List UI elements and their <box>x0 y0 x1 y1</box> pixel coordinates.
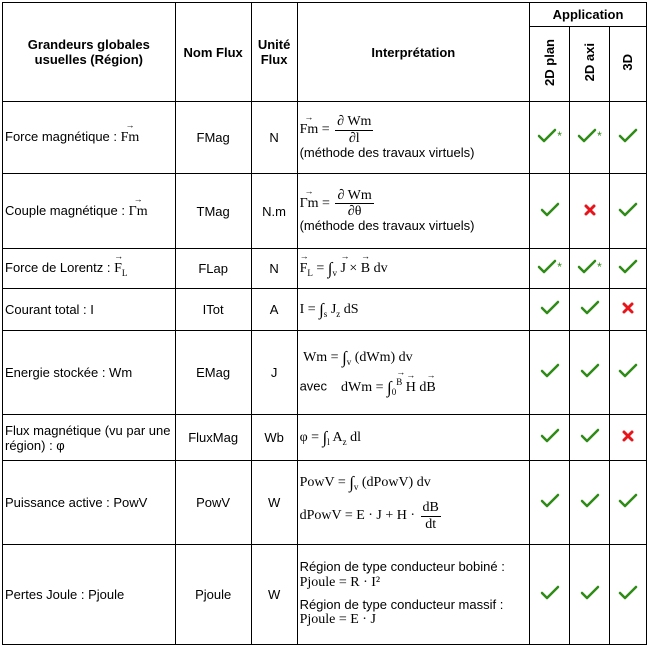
app-2d-axi-cell <box>570 461 610 545</box>
interpretation-cell: PowV = $\int_v$ (dPowV) dv dPowV = E · J + H · $\frac{dB}{dt}$ <box>297 461 530 545</box>
quantity-cell: Force de Lorentz : → $F_L$ <box>3 249 176 289</box>
flux-cell: FLap <box>175 249 251 289</box>
asterisk-icon: * <box>597 129 602 143</box>
app-2d-plan-cell <box>530 331 570 415</box>
flux-cell: FluxMag <box>175 415 251 461</box>
asterisk-icon: * <box>557 260 562 274</box>
app-3d-cell <box>609 415 646 461</box>
check-icon <box>577 128 597 144</box>
check-icon <box>618 363 638 379</box>
unit-cell: J <box>251 331 297 415</box>
check-icon <box>540 363 560 379</box>
app-3d-cell <box>609 102 646 174</box>
check-icon <box>580 363 600 379</box>
table-row <box>3 174 647 249</box>
app-2d-plan-cell <box>530 461 570 545</box>
header-quantity: Grandeurs globales usuelles (Région) <box>3 3 176 102</box>
app-3d-cell <box>609 331 646 415</box>
app-2d-axi-cell <box>570 331 610 415</box>
quantity-cell: Pertes Joule : Pjoule <box>3 545 176 645</box>
app-2d-plan-cell <box>530 415 570 461</box>
table-row <box>3 331 647 415</box>
app-2d-axi-cell <box>570 249 610 289</box>
check-icon <box>540 202 560 218</box>
check-icon <box>580 493 600 509</box>
table-row <box>3 461 647 545</box>
app-3d-cell <box>609 249 646 289</box>
app-3d-cell <box>609 174 646 249</box>
app-3d-cell <box>609 461 646 545</box>
asterisk-icon: * <box>557 129 562 143</box>
table-row <box>3 545 647 645</box>
app-2d-plan-cell <box>530 545 570 645</box>
cross-icon <box>580 202 600 218</box>
quantity-cell: Force magnétique : → Fm <box>3 102 176 174</box>
check-icon <box>540 493 560 509</box>
cross-icon <box>618 428 638 444</box>
flux-table <box>2 2 647 645</box>
interpretation-cell: → Fm = $\frac{\partial Wm}{\partial l}$ (méthode des travaux virtuels) <box>297 102 530 174</box>
flux-cell: PowV <box>175 461 251 545</box>
check-icon <box>540 428 560 444</box>
interpretation-cell: → $F_L = \int_v \to J$ × → B dv <box>297 249 530 289</box>
header-flux-name: Nom Flux <box>175 3 251 102</box>
header-application: Application <box>530 3 647 27</box>
interpretation-cell: → Γm = $\frac{\partial Wm}{\partial\theta}$ (méthode des travaux virtuels) <box>297 174 530 249</box>
header-unit: Unité Flux <box>251 3 297 102</box>
unit-cell: A <box>251 289 297 331</box>
quantity-cell: Couple magnétique : → Γm <box>3 174 176 249</box>
quantity-cell: Puissance active : PowV <box>3 461 176 545</box>
check-icon <box>537 259 557 275</box>
app-2d-plan-cell <box>530 289 570 331</box>
check-icon <box>580 585 600 601</box>
check-icon <box>580 300 600 316</box>
check-icon <box>618 128 638 144</box>
table-row <box>3 249 647 289</box>
header-app-2d-plan: 2D plan <box>530 27 570 102</box>
unit-cell: N <box>251 102 297 174</box>
app-2d-axi-cell <box>570 415 610 461</box>
check-icon <box>580 428 600 444</box>
flux-cell: FMag <box>175 102 251 174</box>
app-2d-axi-cell <box>570 545 610 645</box>
header-app-3d: 3D <box>609 27 646 102</box>
flux-cell: TMag <box>175 174 251 249</box>
app-2d-axi-cell <box>570 289 610 331</box>
check-icon <box>618 493 638 509</box>
app-2d-plan-cell <box>530 102 570 174</box>
unit-cell: W <box>251 461 297 545</box>
check-icon <box>540 585 560 601</box>
flux-cell: Pjoule <box>175 545 251 645</box>
interpretation-cell: $I = \int_s$ $J_z$ dS <box>297 289 530 331</box>
unit-cell: W <box>251 545 297 645</box>
app-2d-axi-cell <box>570 102 610 174</box>
app-2d-axi-cell <box>570 174 610 249</box>
unit-cell: Wb <box>251 415 297 461</box>
asterisk-icon: * <box>597 260 602 274</box>
table-row <box>3 289 647 331</box>
header-app-2d-axi: 2D axi <box>570 27 610 102</box>
app-3d-cell <box>609 545 646 645</box>
table-row <box>3 102 647 174</box>
quantity-cell: Energie stockée : Wm <box>3 331 176 415</box>
quantity-cell: Flux magnétique (vu par une région) : φ <box>3 415 176 461</box>
app-3d-cell <box>609 289 646 331</box>
interpretation-cell: $\varphi = \int_l$ $A_z$ dl <box>297 415 530 461</box>
check-icon <box>618 259 638 275</box>
unit-cell: N.m <box>251 174 297 249</box>
table-row <box>3 415 647 461</box>
check-icon <box>577 259 597 275</box>
check-icon <box>618 585 638 601</box>
cross-icon <box>618 300 638 316</box>
interpretation-cell: Région de type conducteur bobiné : Pjoule = R · I² Région de type conducteur massif : Pjoule = E · J <box>297 545 530 645</box>
app-2d-plan-cell <box>530 174 570 249</box>
header-interpretation: Interprétation <box>297 3 530 102</box>
flux-cell: ITot <box>175 289 251 331</box>
check-icon <box>537 128 557 144</box>
app-2d-plan-cell <box>530 249 570 289</box>
quantity-cell: Courant total : I <box>3 289 176 331</box>
unit-cell: N <box>251 249 297 289</box>
interpretation-cell: $Wm = \int_v$ (dWm) dv avec dWm = $\int_0\to ^B \to H$ d→ B <box>297 331 530 415</box>
check-icon <box>540 300 560 316</box>
check-icon <box>618 202 638 218</box>
flux-cell: EMag <box>175 331 251 415</box>
